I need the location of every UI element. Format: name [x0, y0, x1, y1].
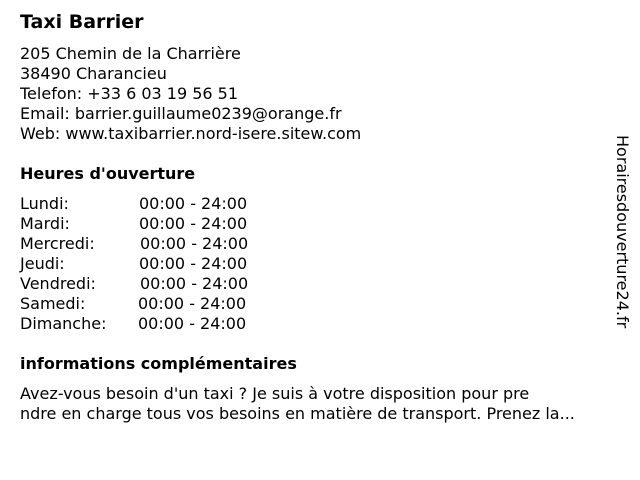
contact-block	[20, 44, 361, 144]
hours-row-mercredi	[20, 234, 320, 254]
day-hours: 00:00 - 24:00	[139, 214, 248, 233]
business-name: Taxi Barrier	[20, 11, 144, 33]
info-line-1: Avez-vous besoin d'un taxi ? Je suis à votre disposition pour pre	[20, 384, 530, 403]
hours-table	[20, 194, 320, 334]
email-line: Email: barrier.guillaume0239@orange.fr	[20, 104, 342, 123]
day-hours: 00:00 - 24:00	[139, 194, 248, 213]
site-watermark: Horairesdouverture24.fr	[613, 135, 632, 329]
hours-heading: Heures d'ouverture	[20, 164, 196, 183]
info-description	[20, 384, 624, 424]
hours-row-samedi	[20, 294, 320, 314]
day-label: Jeudi:	[20, 254, 65, 273]
day-label: Vendredi:	[20, 274, 96, 293]
address-city: 38490 Charancieu	[20, 64, 167, 83]
hours-row-jeudi	[20, 254, 320, 274]
info-heading: informations complémentaires	[20, 354, 297, 373]
hours-row-dimanche	[20, 314, 320, 334]
day-hours: 00:00 - 24:00	[140, 234, 249, 253]
address-street: 205 Chemin de la Charrière	[20, 44, 241, 63]
day-hours: 00:00 - 24:00	[138, 314, 247, 333]
hours-row-vendredi	[20, 274, 320, 294]
day-label: Mardi:	[20, 214, 70, 233]
info-line-2: ndre en charge tous vos besoins en matière de transport. Prenez la...	[20, 404, 575, 423]
day-label: Mercredi:	[20, 234, 95, 253]
hours-row-mardi	[20, 214, 320, 234]
day-hours: 00:00 - 24:00	[139, 254, 248, 273]
phone-line: Telefon: +33 6 03 19 56 51	[20, 84, 239, 103]
hours-row-lundi	[20, 194, 320, 214]
web-line: Web: www.taxibarrier.nord-isere.sitew.com	[20, 124, 362, 143]
day-label: Dimanche:	[20, 314, 107, 333]
day-hours: 00:00 - 24:00	[138, 294, 247, 313]
day-label: Lundi:	[20, 194, 69, 213]
day-label: Samedi:	[20, 294, 86, 313]
day-hours: 00:00 - 24:00	[140, 274, 249, 293]
